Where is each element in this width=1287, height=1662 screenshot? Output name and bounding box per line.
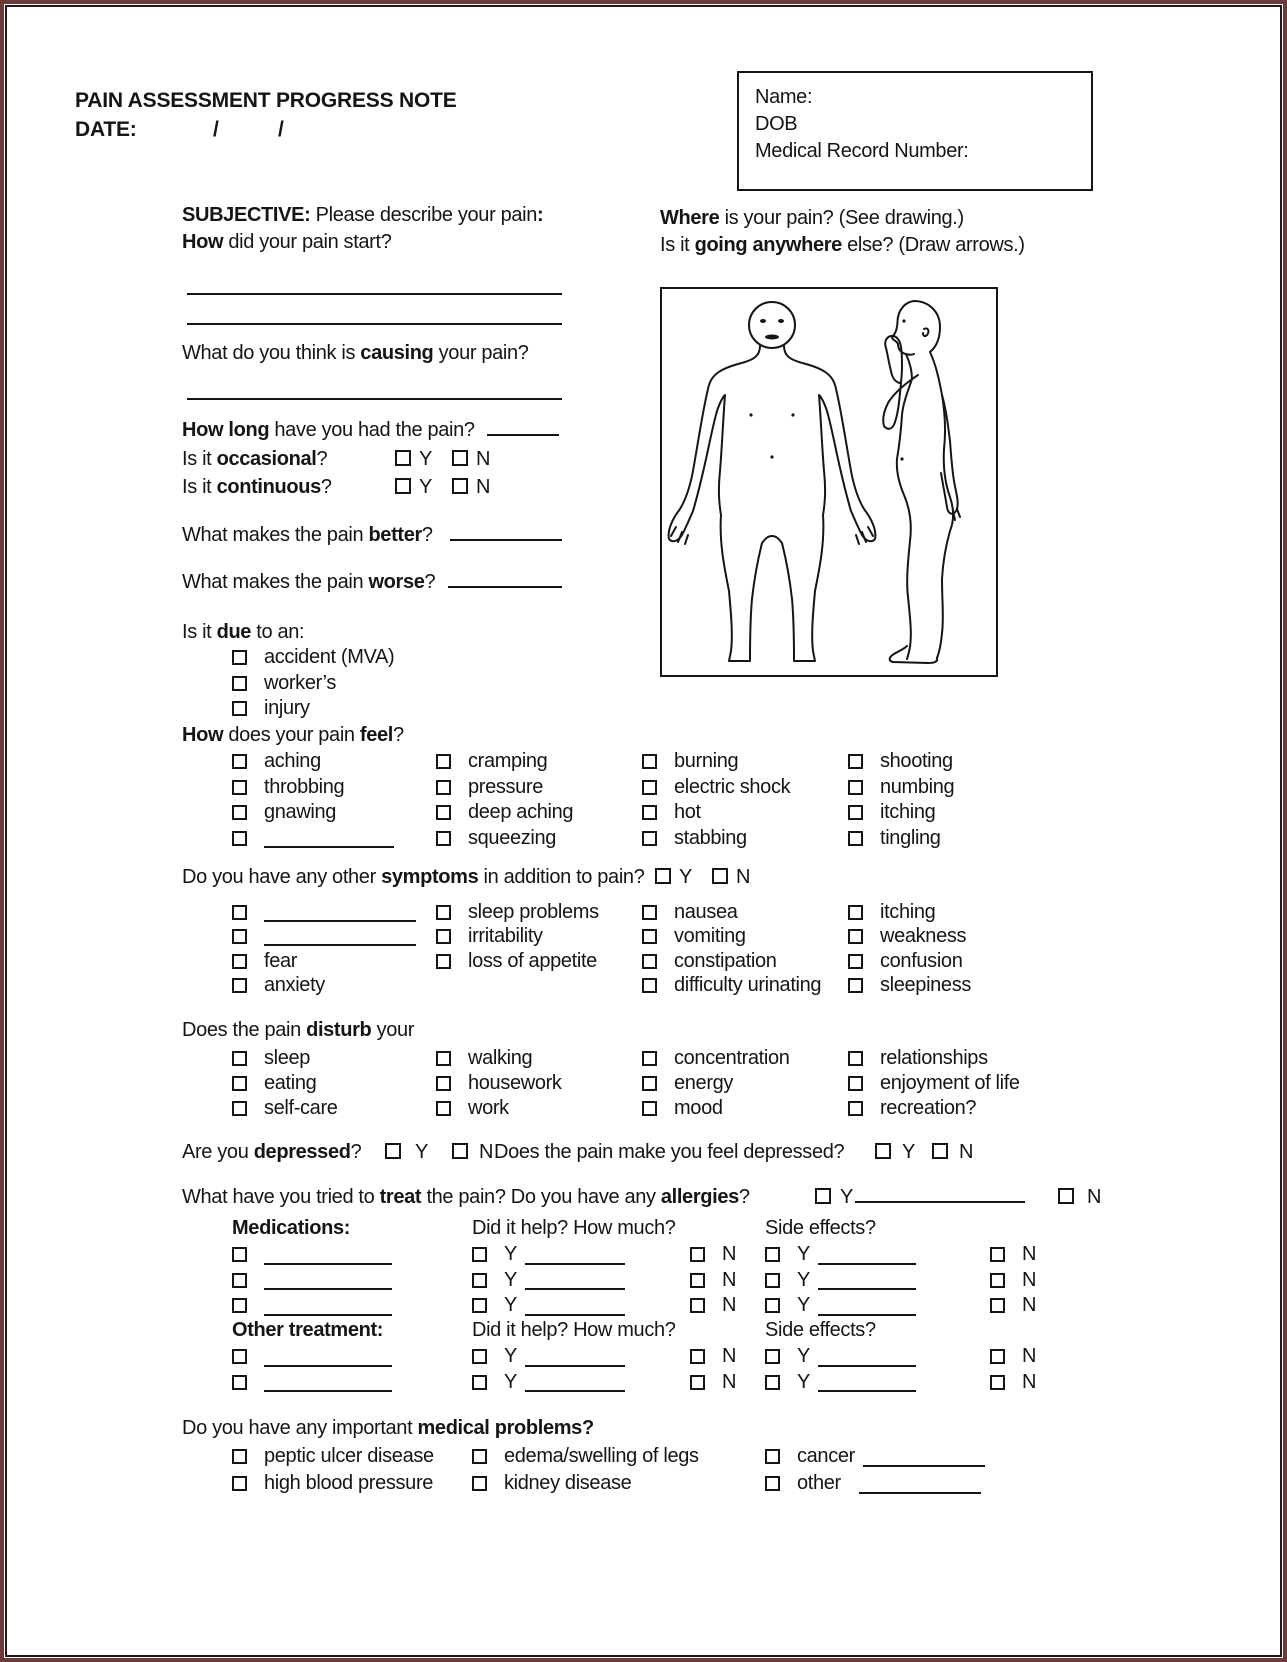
- checkbox-label: cramping: [468, 750, 548, 773]
- no-label: N: [722, 1268, 737, 1291]
- better-question: What makes the pain better?: [182, 524, 602, 546]
- checkbox[interactable]: [232, 929, 247, 944]
- date-line: [75, 119, 375, 141]
- checkbox-label: irritability: [468, 925, 543, 948]
- checkbox[interactable]: [642, 805, 657, 820]
- write-in-line[interactable]: [818, 1350, 916, 1367]
- write-in-line[interactable]: [264, 1375, 392, 1392]
- no-label: N: [722, 1370, 737, 1393]
- due-question: Is it due to an:: [182, 621, 305, 643]
- no-label: N: [476, 476, 491, 498]
- checkbox[interactable]: [232, 1101, 247, 1116]
- yes-label: Y: [797, 1243, 810, 1266]
- feel-heading: How does your pain feel?: [182, 724, 404, 746]
- write-in-line[interactable]: [818, 1375, 916, 1392]
- symptoms-checklist: [232, 900, 1078, 998]
- did-it-help-label: Did it help? How much?: [472, 1217, 676, 1239]
- checkbox[interactable]: [232, 676, 247, 691]
- checkbox[interactable]: [436, 805, 451, 820]
- checkbox[interactable]: [848, 754, 863, 769]
- symptoms-yes-checkbox[interactable]: [655, 868, 671, 884]
- checkbox[interactable]: [472, 1476, 487, 1491]
- date-label: DATE:: [75, 118, 137, 141]
- write-in-line[interactable]: [187, 323, 562, 325]
- yes-label: Y: [679, 866, 692, 888]
- disturb-checklist: [232, 1046, 1078, 1121]
- checkbox[interactable]: [472, 1298, 487, 1313]
- no-label: N: [1022, 1243, 1037, 1266]
- causing-question: What do you think is causing your pain?: [182, 342, 529, 364]
- checkbox-label: other: [797, 1472, 841, 1494]
- no-label: N: [736, 866, 751, 888]
- write-in-line[interactable]: [855, 1186, 1025, 1203]
- write-in-line[interactable]: [264, 1248, 392, 1265]
- checkbox[interactable]: [472, 1247, 487, 1262]
- list-item: [232, 670, 492, 695]
- write-in-line[interactable]: [487, 419, 559, 436]
- checkbox[interactable]: [232, 1051, 247, 1066]
- checkbox[interactable]: [990, 1298, 1005, 1313]
- checkbox[interactable]: [990, 1273, 1005, 1288]
- yes-label: Y: [902, 1141, 915, 1163]
- yes-label: Y: [504, 1345, 517, 1368]
- write-in-line[interactable]: [525, 1299, 625, 1316]
- checkbox[interactable]: [642, 831, 657, 846]
- treat-allergies-question: What have you tried to treat the pain? Do you have any allergies? Y N: [182, 1186, 1102, 1208]
- checkbox[interactable]: [848, 978, 863, 993]
- checkbox[interactable]: [232, 754, 247, 769]
- checkbox[interactable]: [436, 1101, 451, 1116]
- write-in-line[interactable]: [264, 905, 416, 922]
- checkbox-label: burning: [674, 750, 739, 773]
- checkbox-label: anxiety: [264, 974, 325, 997]
- yes-label: Y: [504, 1370, 517, 1393]
- checkbox-label: deep aching: [468, 801, 574, 824]
- checkbox-label: tingling: [880, 826, 941, 849]
- medications-label: Medications:: [232, 1217, 351, 1239]
- dob-label: DOB: [755, 113, 798, 135]
- checkbox[interactable]: [232, 780, 247, 795]
- checkbox[interactable]: [642, 905, 657, 920]
- how-long-question: How long have you had the pain?: [182, 419, 602, 441]
- checkbox[interactable]: [232, 1449, 247, 1464]
- occasional-no-checkbox[interactable]: [452, 450, 468, 466]
- no-label: N: [1022, 1345, 1037, 1368]
- write-in-line[interactable]: [448, 571, 562, 588]
- yes-label: Y: [504, 1294, 517, 1317]
- checkbox[interactable]: [642, 780, 657, 795]
- checkbox-label: relationships: [880, 1047, 988, 1069]
- subjective-heading: SUBJECTIVE: Please describe your pain:: [182, 204, 544, 226]
- write-in-line[interactable]: [525, 1273, 625, 1290]
- checkbox[interactable]: [765, 1247, 780, 1262]
- write-in-line[interactable]: [525, 1350, 625, 1367]
- checkbox-label: accident (MVA): [264, 646, 395, 669]
- write-in-line[interactable]: [264, 831, 394, 848]
- where-question: Where is your pain? (See drawing.): [660, 207, 964, 229]
- checkbox[interactable]: [690, 1298, 705, 1313]
- medical-problems-heading: Do you have any important medical problems?: [182, 1417, 594, 1439]
- checkbox[interactable]: [848, 929, 863, 944]
- yes-label: Y: [504, 1268, 517, 1291]
- side-effects-label: Side effects?: [765, 1319, 876, 1341]
- checkbox-label: concentration: [674, 1047, 790, 1069]
- did-it-help-label: Did it help? How much?: [472, 1319, 676, 1341]
- checkbox[interactable]: [990, 1375, 1005, 1390]
- checkbox[interactable]: [690, 1247, 705, 1262]
- checkbox[interactable]: [848, 805, 863, 820]
- checkbox[interactable]: [642, 1076, 657, 1091]
- write-in-line[interactable]: [264, 929, 416, 946]
- write-in-line[interactable]: [187, 398, 562, 400]
- checkbox[interactable]: [436, 929, 451, 944]
- checkbox-label: sleep: [264, 1047, 311, 1069]
- checkbox[interactable]: [848, 780, 863, 795]
- date-slash: /: [213, 118, 219, 141]
- checkbox-label: pressure: [468, 775, 544, 798]
- checkbox[interactable]: [848, 831, 863, 846]
- checkbox-label: high blood pressure: [264, 1472, 434, 1494]
- medication-rows: [232, 1242, 1050, 1319]
- checkbox-label: cancer: [797, 1445, 855, 1467]
- checkbox[interactable]: [690, 1375, 705, 1390]
- checkbox-label: kidney disease: [504, 1472, 632, 1494]
- continuous-yes-checkbox[interactable]: [395, 478, 411, 494]
- checkbox-label: energy: [674, 1072, 734, 1094]
- checkbox-label: eating: [264, 1072, 317, 1094]
- checkbox-label: itching: [880, 900, 936, 923]
- checkbox[interactable]: [642, 954, 657, 969]
- checkbox[interactable]: [848, 954, 863, 969]
- checkbox[interactable]: [232, 805, 247, 820]
- checkbox-label: injury: [264, 696, 310, 719]
- pain-depressed-question: Does the pain make you feel depressed?: [494, 1141, 845, 1163]
- mrn-label: Medical Record Number:: [755, 140, 969, 162]
- checkbox[interactable]: [642, 929, 657, 944]
- yes-label: Y: [797, 1345, 810, 1368]
- checkbox[interactable]: [232, 1375, 247, 1390]
- write-in-line[interactable]: [818, 1248, 916, 1265]
- checkbox[interactable]: [642, 1101, 657, 1116]
- checkbox-label: stabbing: [674, 826, 747, 849]
- checkbox[interactable]: [990, 1247, 1005, 1262]
- other-treatment-rows: [232, 1344, 1050, 1395]
- depressed-question: Are you depressed? Y N Does the pain make you feel depressed? Y N: [182, 1141, 974, 1163]
- checkbox[interactable]: [765, 1476, 780, 1491]
- checkbox[interactable]: [765, 1449, 780, 1464]
- pain-depressed-no-checkbox[interactable]: [932, 1143, 948, 1159]
- checkbox[interactable]: [848, 1051, 863, 1066]
- write-in-line[interactable]: [863, 1450, 985, 1467]
- checkbox[interactable]: [232, 1247, 247, 1262]
- checkbox-label: numbing: [880, 775, 955, 798]
- write-in-line[interactable]: [525, 1375, 625, 1392]
- name-label: Name:: [755, 86, 813, 108]
- no-label: N: [722, 1294, 737, 1317]
- yes-label: Y: [797, 1268, 810, 1291]
- no-label: N: [1087, 1186, 1102, 1208]
- other-treatment-label: Other treatment:: [232, 1319, 384, 1341]
- how-start-question: How did your pain start?: [182, 231, 392, 253]
- yes-label: Y: [840, 1186, 853, 1208]
- checkbox-label: shooting: [880, 750, 953, 773]
- checkbox-label: edema/swelling of legs: [504, 1445, 699, 1467]
- continuous-no-checkbox[interactable]: [452, 478, 468, 494]
- side-effects-label: Side effects?: [765, 1217, 876, 1239]
- checkbox[interactable]: [232, 831, 247, 846]
- no-label: N: [479, 1141, 494, 1163]
- checkbox-label: itching: [880, 801, 936, 824]
- checkbox-label: sleepiness: [880, 974, 972, 997]
- checkbox[interactable]: [848, 1101, 863, 1116]
- list-item: [232, 696, 492, 721]
- checkbox-label: recreation?: [880, 1097, 977, 1119]
- checkbox-label: constipation: [674, 949, 777, 972]
- worse-question: What makes the pain worse?: [182, 571, 602, 593]
- checkbox[interactable]: [642, 1051, 657, 1066]
- checkbox[interactable]: [765, 1298, 780, 1313]
- write-in-line[interactable]: [264, 1299, 392, 1316]
- checkbox[interactable]: [690, 1349, 705, 1364]
- checkbox-label: aching: [264, 750, 321, 773]
- checkbox[interactable]: [642, 754, 657, 769]
- yes-label: Y: [504, 1243, 517, 1266]
- front-figure: [669, 302, 876, 661]
- checkbox-label: squeezing: [468, 826, 557, 849]
- write-in-line[interactable]: [450, 524, 562, 541]
- depressed-yes-checkbox[interactable]: [385, 1143, 401, 1159]
- checkbox-label: peptic ulcer disease: [264, 1445, 434, 1467]
- yes-label: Y: [419, 448, 432, 470]
- patient-info-box[interactable]: [737, 71, 1093, 191]
- yes-label: Y: [797, 1294, 810, 1317]
- checkbox-label: walking: [468, 1047, 533, 1069]
- checkbox[interactable]: [232, 1076, 247, 1091]
- symptoms-no-checkbox[interactable]: [712, 868, 728, 884]
- medical-problems-checklist: [232, 1443, 1065, 1497]
- disturb-heading: Does the pain disturb your: [182, 1019, 415, 1041]
- checkbox-label: loss of appetite: [468, 949, 597, 972]
- checkbox[interactable]: [436, 954, 451, 969]
- checkbox-label: electric shock: [674, 775, 791, 798]
- date-slash: /: [278, 118, 284, 141]
- checkbox[interactable]: [765, 1349, 780, 1364]
- write-in-line[interactable]: [525, 1248, 625, 1265]
- symptoms-heading: Do you have any other symptoms in addition to pain? Y N: [182, 866, 751, 888]
- checkbox[interactable]: [232, 905, 247, 920]
- write-in-line[interactable]: [818, 1299, 916, 1316]
- write-in-line[interactable]: [264, 1273, 392, 1290]
- checkbox-label: self-care: [264, 1097, 338, 1119]
- no-label: N: [1022, 1294, 1037, 1317]
- feel-checklist: [232, 749, 1078, 851]
- checkbox-label: sleep problems: [468, 900, 599, 923]
- no-label: N: [1022, 1268, 1037, 1291]
- write-in-line[interactable]: [187, 293, 562, 295]
- write-in-line[interactable]: [818, 1273, 916, 1290]
- checkbox-label: confusion: [880, 949, 963, 972]
- yes-label: Y: [419, 476, 432, 498]
- write-in-line[interactable]: [859, 1477, 981, 1494]
- checkbox[interactable]: [232, 701, 247, 716]
- checkbox[interactable]: [232, 1273, 247, 1288]
- checkbox[interactable]: [472, 1449, 487, 1464]
- no-label: N: [959, 1141, 974, 1163]
- checkbox-label: fear: [264, 949, 298, 972]
- body-diagram[interactable]: [660, 287, 998, 677]
- checkbox[interactable]: [642, 978, 657, 993]
- checkbox-label: gnawing: [264, 801, 337, 824]
- allergies-yes-checkbox[interactable]: [815, 1188, 831, 1204]
- side-figure: [883, 301, 960, 663]
- checkbox[interactable]: [436, 780, 451, 795]
- checkbox[interactable]: [690, 1273, 705, 1288]
- checkbox-label: weakness: [880, 925, 967, 948]
- checkbox-label: worker’s: [264, 671, 337, 694]
- checkbox[interactable]: [436, 831, 451, 846]
- allergies-no-checkbox[interactable]: [1058, 1188, 1074, 1204]
- continuous-question: Is it continuous? Y N: [182, 476, 491, 498]
- checkbox-label: mood: [674, 1097, 723, 1119]
- checkbox[interactable]: [232, 1349, 247, 1364]
- body-diagram-figures: [662, 289, 996, 675]
- checkbox[interactable]: [765, 1273, 780, 1288]
- going-anywhere-question: Is it going anywhere else? (Draw arrows.): [660, 234, 1025, 256]
- checkbox-label: vomiting: [674, 925, 746, 948]
- checkbox-label: housework: [468, 1072, 562, 1094]
- checkbox[interactable]: [848, 905, 863, 920]
- page-title: PAIN ASSESSMENT PROGRESS NOTE: [75, 89, 457, 112]
- checkbox[interactable]: [436, 905, 451, 920]
- checkbox[interactable]: [990, 1349, 1005, 1364]
- write-in-line[interactable]: [264, 1350, 392, 1367]
- checkbox[interactable]: [232, 954, 247, 969]
- checkbox[interactable]: [436, 1051, 451, 1066]
- checkbox[interactable]: [232, 650, 247, 665]
- no-label: N: [722, 1345, 737, 1368]
- checkbox-label: throbbing: [264, 775, 345, 798]
- checkbox[interactable]: [232, 978, 247, 993]
- checkbox[interactable]: [472, 1349, 487, 1364]
- depressed-no-checkbox[interactable]: [452, 1143, 468, 1159]
- list-item: [232, 645, 492, 670]
- pain-depressed-yes-checkbox[interactable]: [875, 1143, 891, 1159]
- checkbox[interactable]: [436, 1076, 451, 1091]
- checkbox[interactable]: [848, 1076, 863, 1091]
- no-label: N: [476, 448, 491, 470]
- no-label: N: [1022, 1370, 1037, 1393]
- occasional-question: Is it occasional? Y N: [182, 448, 491, 470]
- checkbox-label: hot: [674, 801, 701, 824]
- checkbox-label: work: [468, 1097, 509, 1119]
- checkbox-label: enjoyment of life: [880, 1072, 1020, 1094]
- checkbox[interactable]: [765, 1375, 780, 1390]
- checkbox-label: nausea: [674, 900, 738, 923]
- checkbox[interactable]: [436, 754, 451, 769]
- checkbox[interactable]: [232, 1298, 247, 1313]
- checkbox[interactable]: [472, 1375, 487, 1390]
- due-to-list: [232, 645, 492, 721]
- checkbox[interactable]: [472, 1273, 487, 1288]
- occasional-yes-checkbox[interactable]: [395, 450, 411, 466]
- checkbox-label: difficulty urinating: [674, 974, 822, 997]
- checkbox[interactable]: [232, 1476, 247, 1491]
- no-label: N: [722, 1243, 737, 1266]
- yes-label: Y: [797, 1370, 810, 1393]
- yes-label: Y: [415, 1141, 428, 1163]
